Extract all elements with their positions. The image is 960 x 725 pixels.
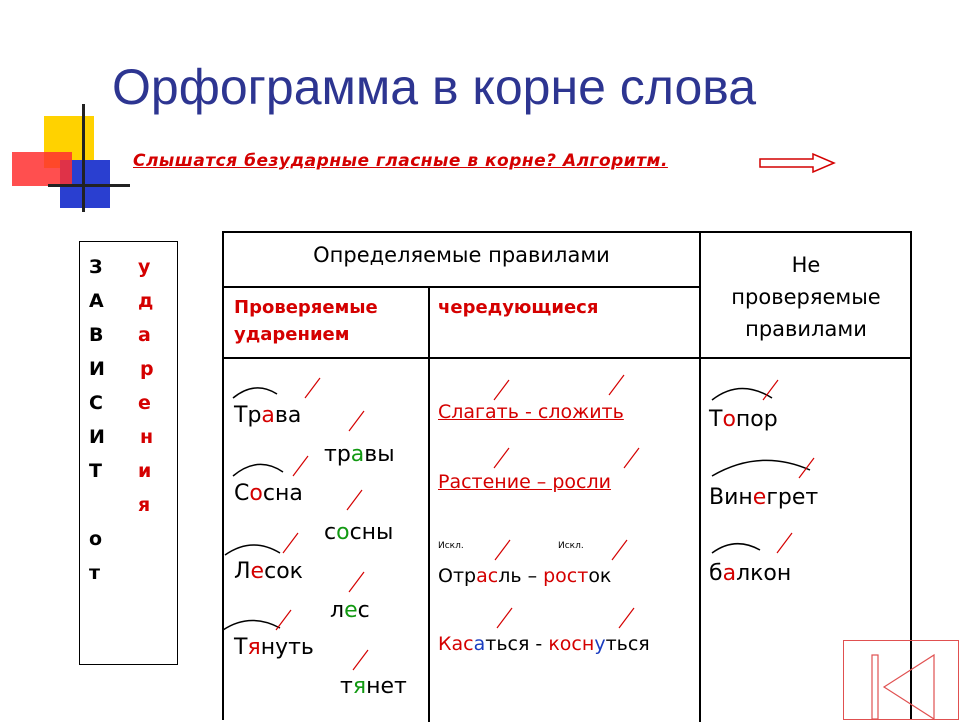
return-button[interactable] <box>843 640 959 720</box>
word-part: ться <box>605 633 650 655</box>
arrow-right-icon[interactable] <box>758 152 838 174</box>
word <box>709 561 791 586</box>
exception-note: Искл. <box>438 541 464 551</box>
word-part: а <box>722 561 737 586</box>
exception-pair-2 <box>438 633 650 655</box>
word-part: Вин <box>709 485 753 510</box>
word <box>324 520 393 545</box>
page-title: Орфограмма в корне слова <box>112 59 757 115</box>
word-part: нет <box>366 674 407 699</box>
word-part: вы <box>364 442 395 467</box>
letter: и <box>138 460 152 482</box>
word <box>234 635 314 660</box>
letter: д <box>138 290 154 312</box>
letter: т <box>89 562 101 584</box>
word-part: Т <box>234 635 248 660</box>
return-icon <box>844 641 960 721</box>
word <box>234 559 303 584</box>
word-part: а <box>261 403 275 428</box>
word-part: С <box>234 481 250 506</box>
word-part: сны <box>349 520 394 545</box>
header-not-line1: Не <box>791 253 821 277</box>
word <box>709 407 778 432</box>
letter: я <box>138 494 151 516</box>
word <box>330 598 370 623</box>
letter: А <box>89 290 104 312</box>
header-defined: Определяемые правилами <box>313 243 610 267</box>
word-part: е <box>344 598 358 623</box>
word-part: о <box>722 407 736 432</box>
word-part: лкон <box>736 561 792 586</box>
word-part: е <box>752 485 767 510</box>
letter: И <box>89 426 105 448</box>
header-not-line2: проверяемые <box>731 285 881 309</box>
word-part: тр <box>324 442 351 467</box>
word-part: ться - <box>485 633 549 655</box>
word-part: я <box>352 674 367 699</box>
header-not-line3: правилами <box>745 317 867 341</box>
word-part: л <box>330 598 345 623</box>
spelling-table <box>222 231 912 720</box>
letter: З <box>89 256 103 278</box>
letter: е <box>138 392 151 414</box>
alternating-pair-1: Слагать - сложить <box>438 401 624 423</box>
letter: н <box>140 426 154 448</box>
exception-note: Искл. <box>558 541 584 551</box>
word <box>340 674 407 699</box>
word <box>324 442 395 467</box>
word-part: Т <box>709 407 723 432</box>
word-part: о <box>336 520 350 545</box>
letter: И <box>89 358 105 380</box>
word-part: а <box>473 633 486 655</box>
letter: о <box>89 528 103 550</box>
sub-checked-line2: ударением <box>234 324 350 345</box>
letter: р <box>140 358 154 380</box>
word <box>709 485 818 510</box>
letter: а <box>138 324 151 346</box>
word-part: с <box>357 598 370 623</box>
word-part: Кас <box>438 633 474 655</box>
word-part: т <box>340 674 353 699</box>
word-part: грет <box>766 485 819 510</box>
sub-checked-line1: Проверяемые <box>234 297 378 318</box>
word-part: ль – <box>498 565 544 587</box>
decorative-squares <box>0 100 130 215</box>
word-part: пор <box>735 407 778 432</box>
word-part: ва <box>274 403 302 428</box>
word-part: Тр <box>234 403 262 428</box>
sub-alternating: чередующиеся <box>438 297 599 318</box>
word-part: Л <box>234 559 251 584</box>
word-part: с <box>324 520 337 545</box>
depends-on-stress-box <box>79 241 178 665</box>
word-part: Отр <box>438 565 477 587</box>
word-part: рост <box>543 565 589 587</box>
letter: у <box>138 256 151 278</box>
alternating-pair-2: Растение – росли <box>438 471 611 493</box>
word-part: сна <box>262 481 303 506</box>
word-part: ас <box>476 565 499 587</box>
word-part: у <box>594 633 606 655</box>
word-part: ок <box>588 565 612 587</box>
letter: С <box>89 392 103 414</box>
letter: Т <box>89 460 102 482</box>
word <box>234 403 301 428</box>
word-part: я <box>247 635 261 660</box>
word-part: косн <box>548 633 595 655</box>
letter: В <box>89 324 104 346</box>
word-part: б <box>709 561 723 586</box>
word-part: сок <box>264 559 303 584</box>
word-part: о <box>249 481 263 506</box>
word <box>234 481 303 506</box>
word-part: е <box>250 559 265 584</box>
algorithm-link[interactable]: Слышатся безударные гласные в корне? Алгоритм. <box>133 151 668 171</box>
word-part: а <box>350 442 365 467</box>
word-part: нуть <box>260 635 314 660</box>
exception-pair-1 <box>438 565 611 587</box>
